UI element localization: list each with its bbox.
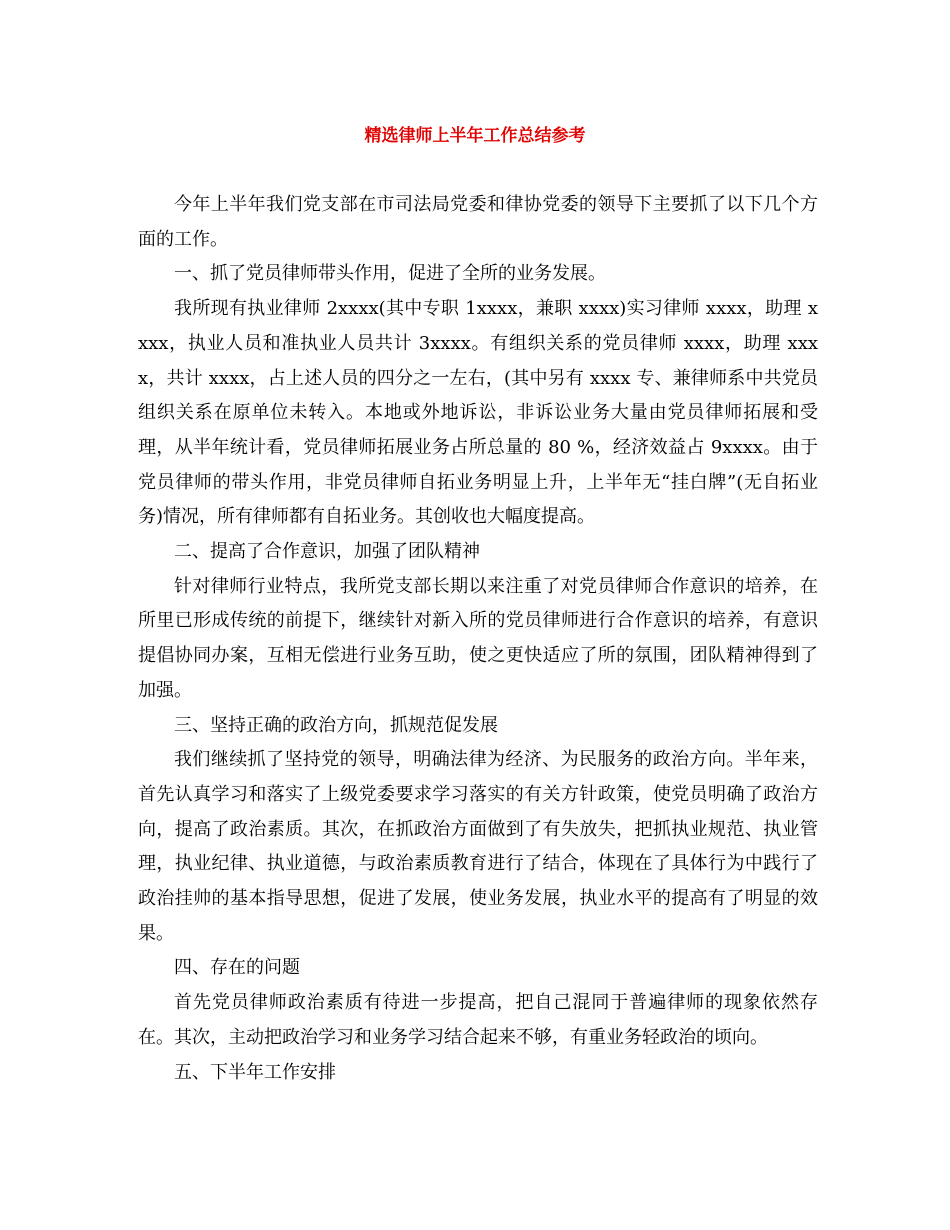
paragraph-section-4: 首先党员律师政治素质有待进一步提高，把自己混同于普遍律师的现象依然存在。其次，主动把政治学习和业务学习结合起来不够，有重业务轻政治的顷向。 [138,992,818,1048]
paragraph-section-3: 我们继续抓了坚持党的领导，明确法律为经济、为民服务的政治方向。半年来，首先认真学习和落实了上级党委要求学习落实的有关方针政策，使党员明确了政治方向，提高了政治素质。其次，在抓政治方面做到了有失放失，把抓执业规范、执业管理，执业纪律、执业道德，与政治素质教育进行了结合，体现在了具体行为中践行了政治挂帅的基本指导思想，促进了发展，使业务发展，执业水平的提高有了明显的效果。 [138,749,818,944]
heading-section-4: 四、存在的问题 [174,957,300,979]
heading-section-5: 五、下半年工作安排 [174,1061,336,1083]
heading-section-2: 二、提高了合作意识，加强了团队精神 [174,541,480,563]
document-title: 精选律师上半年工作总结参考 [364,126,586,146]
paragraph-intro: 今年上半年我们党支部在市司法局党委和律协党委的领导下主要抓了以下几个方面的工作。 [138,194,818,250]
heading-section-1: 一、抓了党员律师带头作用，促进了全所的业务发展。 [174,263,606,285]
paragraph-section-2: 针对律师行业特点，我所党支部长期以来注重了对党员律师合作意识的培养，在所里已形成传统的前提下，继续针对新入所的党员律师进行合作意识的培养，有意识提倡协同办案，互相无偿进行业务互助，使之更快适应了所的氛围，团队精神得到了加强。 [138,575,818,701]
heading-section-3: 三、坚持正确的政治方向，抓规范促发展 [174,714,498,736]
document-body [138,188,818,1090]
paragraph-section-1: 我所现有执业律师 2xxxx(其中专职 1xxxx，兼职 xxxx)实习律师 xxxx，助理 xxxx，执业人员和准执业人员共计 3xxxx。有组织关系的党员律师 xxxx，助理 xxxx，共计 xxxx，占上述人员的四分之一左右，(其中另有 xxxx 专、兼律师系中共党员组织关系在原单位未转入。本地或外地诉讼，非诉讼业务大量由党员律师拓展和受理，从半年统计看，党员律师拓展业务占所总量的 80 %，经济效益占 9xxxx。由于党员律师的带头作用，非党员律师自拓业务明显上升，上半年无“挂白牌”(无自拓业务)情况，所有律师都有自拓业务。其创收也大幅度提高。 [138,298,818,528]
